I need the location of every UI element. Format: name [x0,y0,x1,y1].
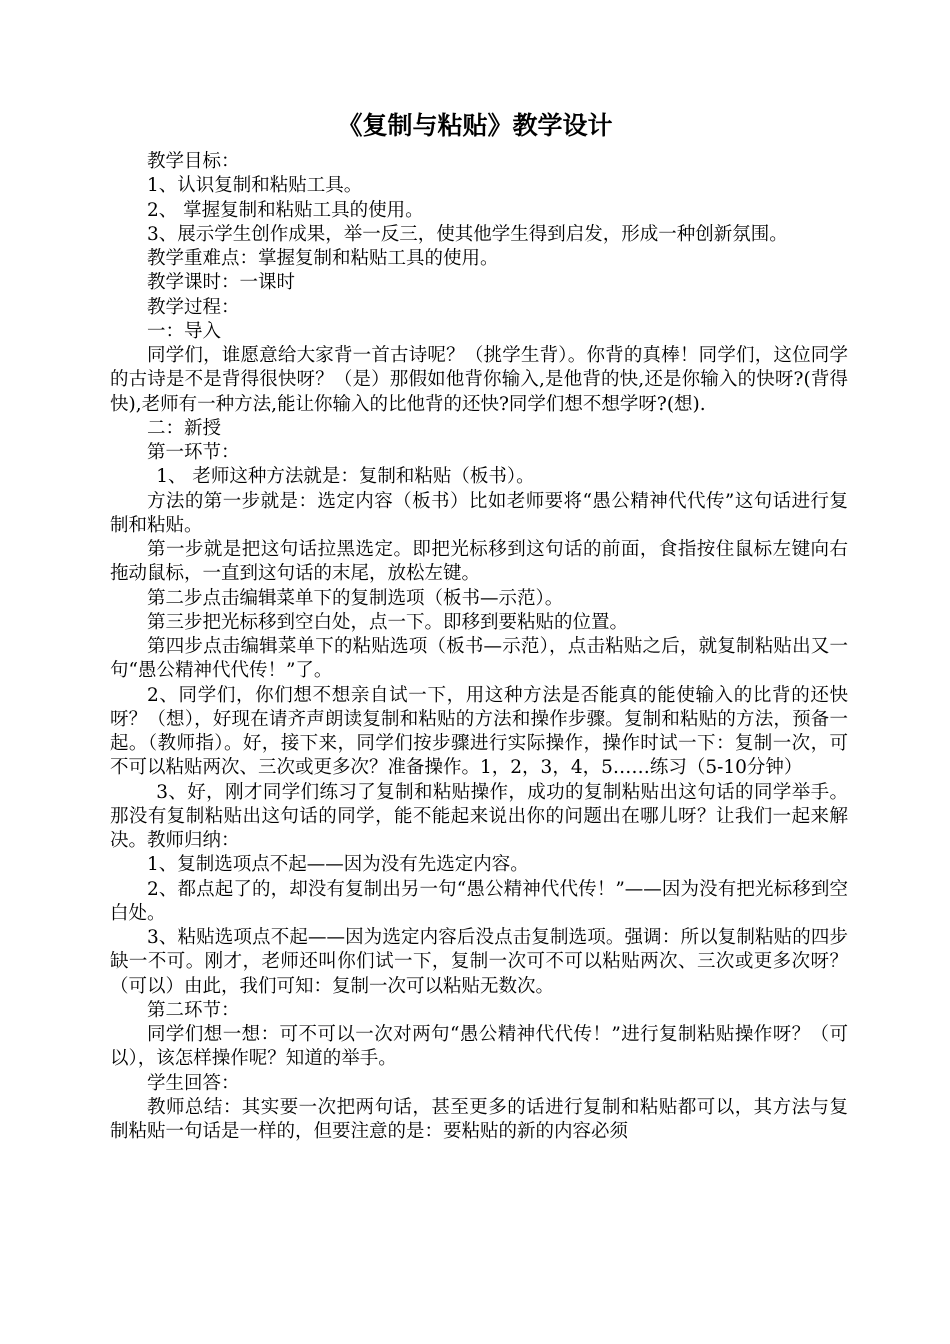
problem-item-1: 1、复制选项点不起——因为没有先选定内容。 [147,854,529,876]
document-body [110,150,848,1144]
paragraph-step-three: 第三步把光标移到空白处，点一下。即移到要粘贴的位置。 [147,611,629,633]
subheading-part-one: 第一环节： [147,442,240,463]
objective-item-2: 2、 掌握复制和粘贴工具的使用。 [147,199,424,221]
section-heading-objectives: 教学目标： [147,151,240,172]
key-difficulty: 教学重难点：掌握复制和粘贴工具的使用。 [147,248,499,269]
paragraph-step-one: 第一步就是把这句话拉黑选定。即把光标移到这句话的前面，食指按住鼠标左键向右拖动鼠标，一直到这句话的末尾，放松左键。 [110,539,848,585]
objective-item-1: 1、认识复制和粘贴工具。 [147,175,363,197]
paragraph-practice: 2、同学们，你们想不想亲自试一下，用这种方法是否能真的能使输入的比背的还快呀？（想），好现在请齐声朗读复制和粘贴的方法和操作步骤。复制和粘贴的方法，预备一起。（教师指）。好，接下来，同学们按步骤进行实际操作，操作时试一下：复制一次，可不可以粘贴两次、三次或更多次？准备操作。1，2，3，4，5……练习（5-10分钟） [110,684,848,779]
problem-item-2: 2、都点起了的，却没有复制出另一句“愚公精神代代传！”——因为没有把光标移到空白处。 [110,878,848,924]
class-hours: 教学课时：一课时 [147,272,296,294]
objective-item-3: 3、展示学生创作成果，举一反三，使其他学生得到启发，形成一种创新氛围。 [147,223,788,245]
subheading-part-two: 第二环节： [147,999,240,1021]
paragraph-teacher-summary: 教师总结：其实要一次把两句话，甚至更多的话进行复制和粘贴都可以，其方法与复制粘贴一句话是一样的，但要注意的是：要粘贴的新的内容必须 [110,1096,848,1142]
paragraph-student-answer: 学生回答： [147,1072,240,1094]
document-title: 《复制与粘贴》教学设计 [337,111,613,140]
subheading-new-lesson: 二：新授 [147,417,222,439]
paragraph-introduction: 同学们，谁愿意给大家背一首古诗呢？（挑学生背）。你背的真棒！同学们，这位同学的古诗是不是背得很快呀？（是）那假如他背你输入,是他背的快,还是你输入的快呀?(背得快),老师有一种方法,能让你输入的比他背的还快?同学们想不想学呀?(想). [110,345,848,415]
paragraph-question: 同学们想一想：可不可以一次对两句“愚公精神代代传！”进行复制粘贴操作呀？（可以），该怎样操作呢？知道的举手。 [110,1024,848,1070]
paragraph-step-two: 第二步点击编辑菜单下的复制选项（板书—示范）。 [147,587,564,609]
problem-item-3: 3、粘贴选项点不起——因为选定内容后没点击复制选项。强调：所以复制粘贴的四步缺一不可。刚才，老师还叫你们试一下，复制一次可不可以粘贴两次、三次或更多次呀？（可以）由此，我们可知：复制一次可以粘贴无数次。 [110,927,848,997]
subheading-introduction: 一：导入 [147,320,222,342]
paragraph-method-intro: 1、 老师这种方法就是：复制和粘贴（板书）。 [156,466,535,488]
section-heading-process: 教学过程： [147,296,240,318]
paragraph-review: 3、好，刚才同学们练习了复制和粘贴操作，成功的复制粘贴出这句话的同学举手。那没有复制粘贴出这句话的同学，能不能起来说出你的问题出在哪儿呀？让我们一起来解决。教师归纳： [110,781,848,851]
paragraph-step-four: 第四步点击编辑菜单下的粘贴选项（板书—示范），点击粘贴之后，就复制粘贴出又一句“愚公精神代代传！”了。 [110,636,848,682]
paragraph-step-select: 方法的第一步就是：选定内容（板书）比如老师要将“愚公精神代代传”这句话进行复制和粘贴。 [110,490,848,536]
